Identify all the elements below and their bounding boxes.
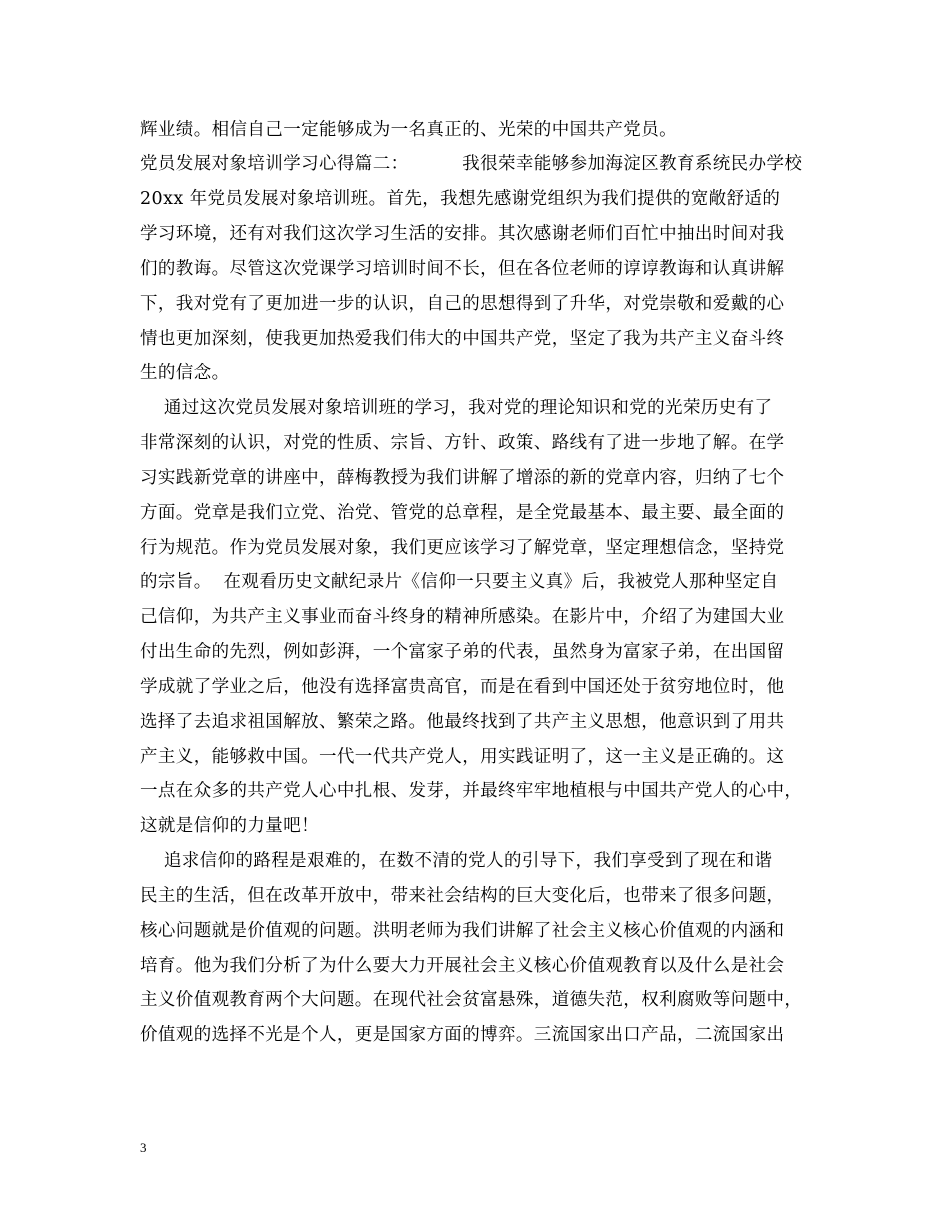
text-line: 生的信念。 [140,363,230,383]
text-line: 核心问题就是价值观的问题。洪明老师为我们讲解了社会主义核心价值观的内涵和 [140,921,785,941]
text-line: 下，我对党有了更加进一步的认识，自己的思想得到了升华，对党崇敬和爱戴的心 [140,294,785,314]
text-line: 民主的生活，但在改革开放中，带来社会结构的巨大变化后，也带来了很多问题， [140,886,785,906]
text-line: 培育。他为我们分析了为什么要大力开展社会主义核心价值观教育以及什么是社会 [140,956,785,976]
text-line: 情也更加深刻，使我更加热爱我们伟大的中国共产党，坚定了我为共产主义奋斗终 [140,329,785,349]
text-line: 产主义，能够救中国。一代一代共产党人，用实践证明了，这一主义是正确的。这 [140,747,785,767]
text-line: 们的教诲。尽管这次党课学习培训时间不长，但在各位老师的谆谆教诲和认真讲解 [140,259,785,279]
text-line: 通过这次党员发展对象培训班的学习，我对党的理论知识和党的光荣历史有了 [140,398,773,418]
text-line: 习实践新党章的讲座中，薛梅教授为我们讲解了增添的新的党章内容，归纳了七个 [140,468,785,488]
text-line: 追求信仰的路程是艰难的，在数不清的党人的引导下，我们享受到了现在和谐 [140,851,773,871]
text-line: 辉业绩。相信自己一定能够成为一名真正的、光荣的中国共产党员。 [140,120,677,140]
text-line: 非常深刻的认识，对党的性质、宗旨、方针、政策、路线有了进一步地了解。在学 [140,433,785,453]
text-line: 主义价值观教育两个大问题。在现代社会贫富悬殊，道德失范，权利腐败等问题中， [140,990,803,1010]
text-line: 一点在众多的共产党人心中扎根、发芽，并最终牢牢地植根与中国共产党人的心中， [140,781,803,801]
text-line: 价值观的选择不光是个人，更是国家方面的博弈。三流国家出口产品，二流国家出 [140,1025,785,1045]
text-line: 己信仰，为共产主义事业而奋斗终身的精神所感染。在影片中，介绍了为建国大业 [140,607,785,627]
text-line: 20xx 年党员发展对象培训班。首先，我想先感谢党组织为我们提供的宽敞舒适的 [140,189,781,209]
page-number: 3 [140,1140,147,1155]
text-line: 行为规范。作为党员发展对象，我们更应该学习了解党章，坚定理想信念，坚持党 [140,538,785,558]
text-line: 选择了去追求祖国解放、繁荣之路。他最终找到了共产主义思想，他意识到了用共 [140,712,785,732]
text-line: 学习环境，还有对我们这次学习生活的安排。其次感谢老师们百忙中抽出时间对我 [140,224,785,244]
text-line: 付出生命的先烈，例如彭湃，一个富家子弟的代表，虽然身为富家子弟，在出国留 [140,642,785,662]
text-line: 方面。党章是我们立党、治党、管党的总章程，是全党最基本、最主要、最全面的 [140,503,785,523]
text-line: 党员发展对象培训学习心得篇二： 我很荣幸能够参加海淀区教育系统民办学校 [140,154,803,174]
text-line: 学成就了学业之后，他没有选择富贵高官，而是在看到中国还处于贫穷地位时，他 [140,677,785,697]
text-line: 的宗旨。 在观看历史文献纪录片《信仰一只要主义真》后，我被党人那种坚定自 [140,572,779,592]
text-line: 这就是信仰的力量吧！ [140,816,319,836]
